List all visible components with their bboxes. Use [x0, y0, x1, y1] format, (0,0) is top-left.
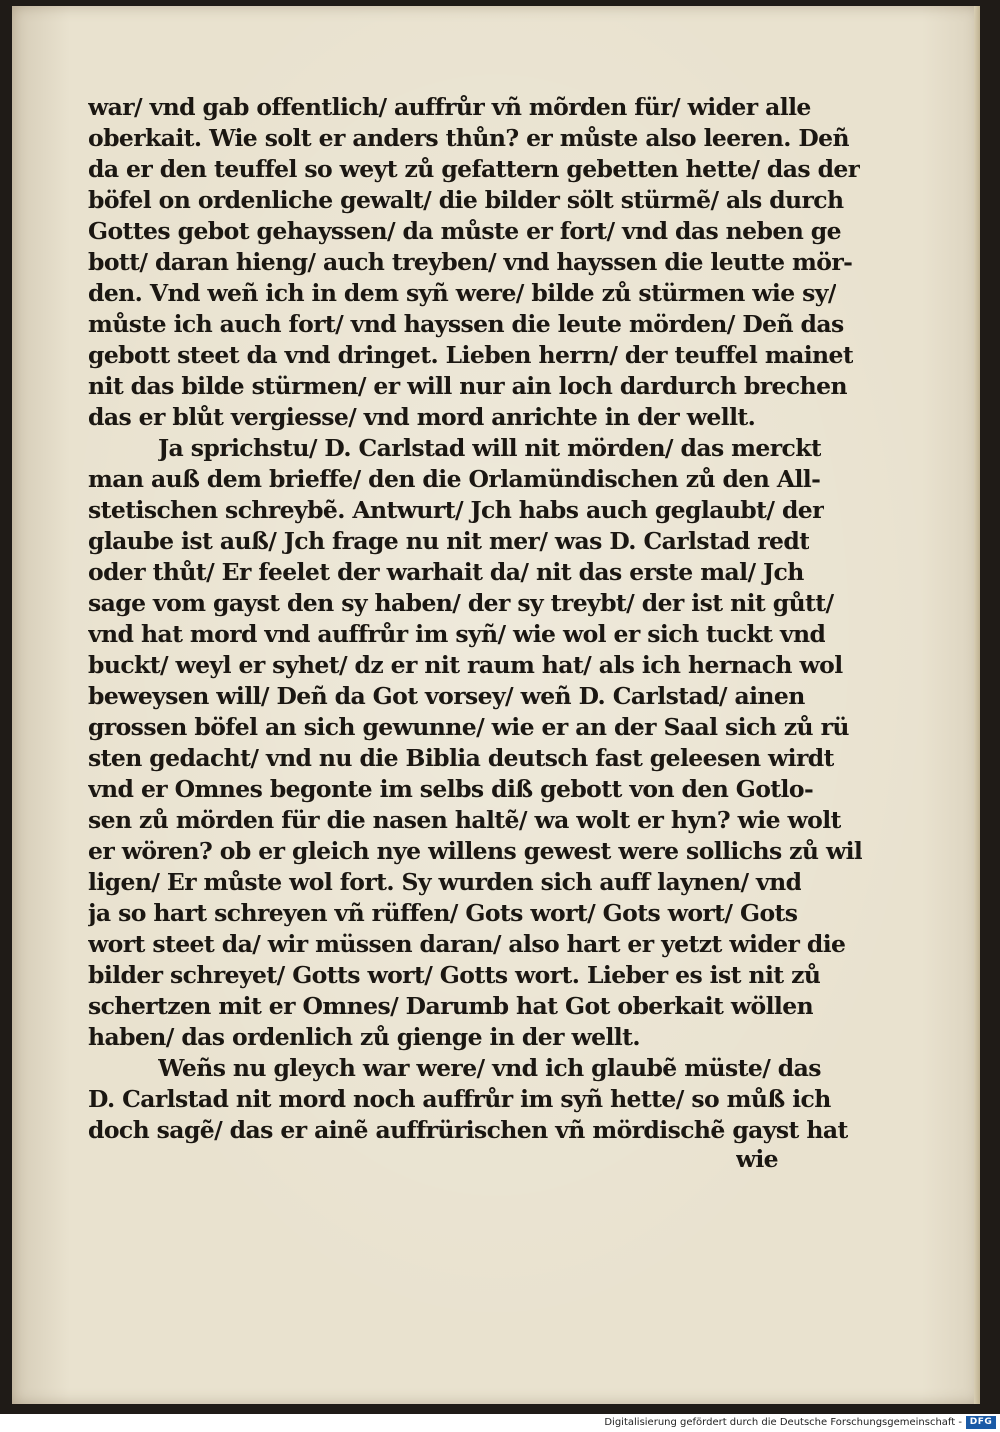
text-line: grossen böfel an sich gewunne/ wie er an der Saal sich zů rü [88, 713, 849, 741]
text-line: stetischen schreybẽ. Antwurt/ Jch habs auch geglaubt/ der [88, 496, 824, 524]
footer-bar [0, 1414, 1000, 1432]
text-line: schertzen mit er Omnes/ Darumb hat Got oberkait wöllen [88, 992, 814, 1020]
text-line: D. Carlstad nit mord noch auffrůr im syñ hette/ so můß ich [88, 1085, 831, 1113]
text-line: bott/ daran hieng/ auch treyben/ vnd hayssen die leutte mör- [88, 248, 853, 276]
text-line: oberkait. Wie solt er anders thůn? er můste also leeren. Deñ [88, 124, 850, 152]
text-line: buckt/ weyl er syhet/ dz er nit raum hat/ als ich hernach wol [88, 651, 843, 679]
catchword: wie [735, 1145, 778, 1173]
text-line: vnd er Omnes begonte im selbs diß gebott von den Gotlo- [88, 775, 814, 803]
text-line: da er den teuffel so weyt zů gefattern gebetten hette/ das der [88, 155, 860, 183]
text-line: sage vom gayst den sy haben/ der sy treybt/ der ist nit gůtt/ [88, 589, 834, 617]
text-line: ligen/ Er můste wol fort. Sy wurden sich auff laynen/ vnd [88, 868, 802, 896]
text-line: den. Vnd weñ ich in dem syñ were/ bilde zů stürmen wie sy/ [88, 279, 836, 307]
text-line: doch sagẽ/ das er ainẽ auffrürischen vñ mördischẽ gayst hat [88, 1116, 848, 1144]
dfg-logo: DFG [966, 1416, 996, 1429]
text-line: man auß dem brieffe/ den die Orlamündischen zů den All- [88, 465, 821, 493]
text-line: böfel on ordenliche gewalt/ die bilder sölt stürmẽ/ als durch [88, 186, 844, 214]
scanned-page [12, 6, 980, 1404]
text-line: sten gedacht/ vnd nu die Biblia deutsch fast geleesen wirdt [88, 744, 834, 772]
text-line: wort steet da/ wir müssen daran/ also hart er yetzt wider die [88, 930, 846, 958]
text-line: ja so hart schreyen vñ rüffen/ Gots wort/ Gots wort/ Gots [88, 899, 798, 927]
text-line: war/ vnd gab offentlich/ auffrůr vñ mõrden für/ wider alle [88, 93, 811, 121]
text-line: oder thůt/ Er feelet der warhait da/ nit das erste mal/ Jch [88, 558, 804, 586]
funding-notice: Digitalisierung gefördert durch die Deutsche Forschungsgemeinschaft - [604, 1417, 962, 1428]
text-line: sen zů mörden für die nasen haltẽ/ wa wolt er hyn? wie wolt [88, 806, 841, 834]
page-edge-shadow [974, 6, 980, 1404]
paragraph-start-line: Ja sprichstu/ D. Carlstad will nit mörden/ das merckt [158, 434, 822, 462]
paragraph-start-line: Weñs nu gleych war were/ vnd ich glaubẽ müste/ das [158, 1054, 821, 1082]
text-line: glaube ist auß/ Jch frage nu nit mer/ was D. Carlstad redt [88, 527, 810, 555]
text-line: nit das bilde stürmen/ er will nur ain loch dardurch brechen [88, 372, 847, 400]
text-line: gebott steet da vnd dringet. Lieben herrn/ der teuffel mainet [88, 341, 854, 369]
text-line: bilder schreyet/ Gotts wort/ Gotts wort. Lieber es ist nit zů [88, 961, 821, 989]
text-line: Gottes gebot gehayssen/ da můste er fort/ vnd das neben ge [88, 217, 841, 245]
text-line: můste ich auch fort/ vnd hayssen die leute mörden/ Deñ das [88, 310, 844, 338]
text-line: beweysen will/ Deñ da Got vorsey/ weñ D. Carlstad/ ainen [88, 682, 805, 710]
text-line: das er blůt vergiesse/ vnd mord anrichte in der wellt. [88, 403, 756, 431]
text-block [88, 92, 863, 1173]
text-line: vnd hat mord vnd auffrůr im syñ/ wie wol er sich tuckt vnd [88, 620, 826, 648]
text-line: haben/ das ordenlich zů gienge in der wellt. [88, 1023, 640, 1051]
text-line: er wören? ob er gleich nye willens gewest were sollichs zů wil [88, 837, 863, 865]
